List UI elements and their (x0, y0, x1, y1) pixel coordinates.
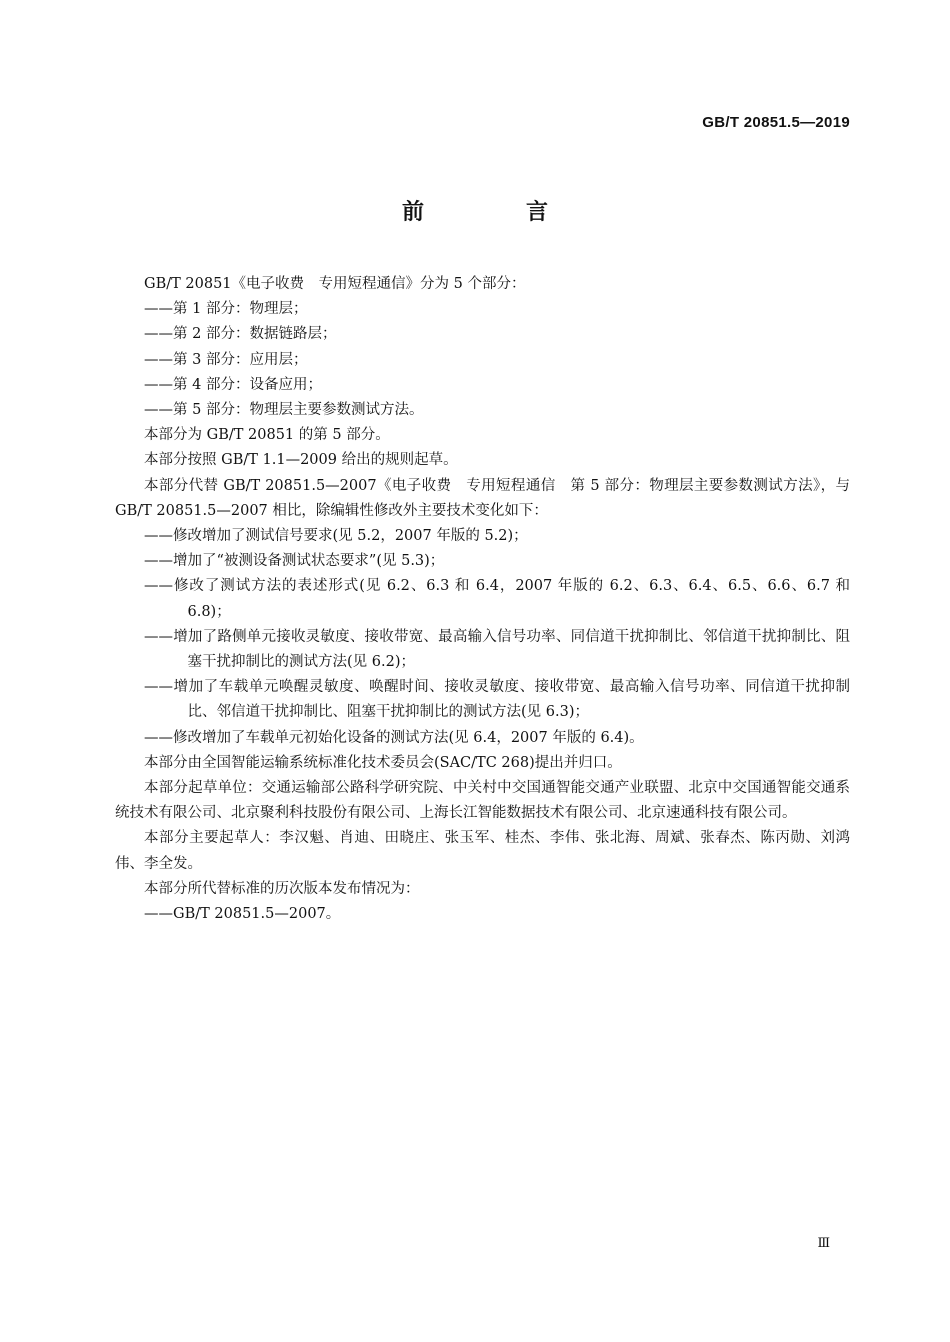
list-item: ——增加了车载单元唤醒灵敏度、唤醒时间、接收灵敏度、接收带宽、最高输入信号功率、同信道干扰抑制比、邻信道干扰抑制比、阻塞干扰抑制比的测试方法(见 6.3)； (144, 679, 850, 721)
list-item: ——第 3 部分：应用层； (144, 351, 308, 368)
page-title: 前 言 (401, 200, 588, 225)
list-item: ——第 4 部分：设备应用； (144, 376, 322, 393)
page-number: Ⅲ (817, 1236, 830, 1251)
paragraph: 本部分所代替标准的历次版本发布情况为： (144, 880, 420, 897)
list-item: ——GB/T 20851.5—2007。 (144, 906, 341, 923)
list-item: ——修改增加了车载单元初始化设备的测试方法(见 6.4，2007 年版的 6.4)。 (144, 729, 644, 746)
list-item: ——增加了路侧单元接收灵敏度、接收带宽、最高输入信号功率、同信道干扰抑制比、邻信道干扰抑制比、阻塞干扰抑制比的测试方法(见 6.2)； (144, 628, 850, 671)
paragraph: GB/T 20851《电子收费 专用短程通信》分为 5 个部分： (144, 276, 526, 292)
list-item: ——修改了测试方法的表述形式(见 6.2、6.3 和 6.4，2007 年版的 6.2、6.3、6.4、6.5、6.6、6.7 和 6.8)； (144, 578, 850, 620)
paragraph: 本部分按照 GB/T 1.1—2009 给出的规则起草。 (144, 452, 458, 469)
paragraph: 本部分主要起草人：李汉魁、肖迪、田晓庄、张玉军、桂杰、李伟、张北海、周斌、张春杰、陈丙勋、刘鸿伟、李全发。 (115, 830, 850, 872)
list-item: ——修改增加了测试信号要求(见 5.2，2007 年版的 5.2)； (144, 528, 528, 545)
list-item: ——第 5 部分：物理层主要参数测试方法。 (144, 402, 424, 419)
standard-number: GB/T 20851.5—2019 (702, 114, 850, 131)
paragraph: 本部分为 GB/T 20851 的第 5 部分。 (144, 427, 390, 444)
paragraph: 本部分起草单位：交通运输部公路科学研究院、中关村中交国通智能交通产业联盟、北京中交国通智能交通系统技术有限公司、北京聚利科技股份有限公司、上海长江智能数据技术有限公司、北京速通科技有限公司。 (115, 780, 850, 822)
list-item: ——第 2 部分：数据链路层； (144, 326, 337, 343)
paragraph: 本部分由全国智能运输系统标准化技术委员会(SAC/TC 268)提出并归口。 (144, 754, 622, 771)
list-item: ——第 1 部分：物理层； (144, 301, 308, 318)
paragraph: 本部分代替 GB/T 20851.5—2007《电子收费 专用短程通信 第 5 部分：物理层主要参数测试方法》，与 GB/T 20851.5—2007 相比，除编辑性修改外主要技术变化如下： (115, 477, 850, 519)
list-item: ——增加了“被测设备测试状态要求”(见 5.3)； (144, 553, 445, 570)
document-body (115, 272, 850, 927)
